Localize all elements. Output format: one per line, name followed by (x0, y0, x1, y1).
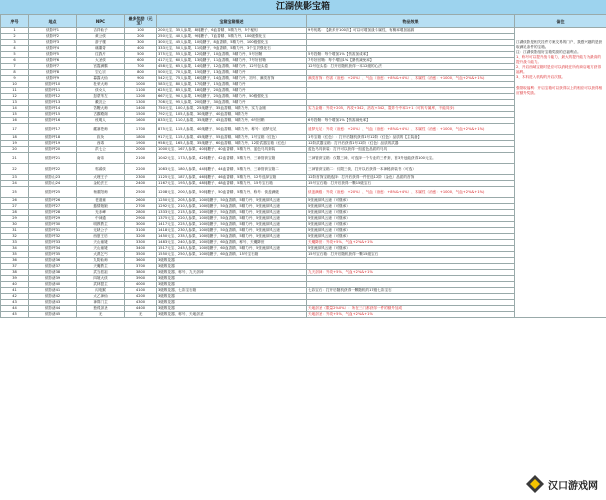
row-npc: 侠女人 (77, 88, 125, 94)
row-description: 1517元宝、245人参果、100纯糖子、60血香精、5精力丹、5张流绿风云遮 (157, 246, 307, 252)
row-num: 15 (1, 112, 29, 118)
row-max-reward: 3500 (125, 252, 157, 258)
row-effect: 5张流绿风云遮（可继承） (307, 222, 515, 228)
row-num: 28 (1, 210, 29, 216)
row-description: 750元宝、100人参果、25纯糖子、35血香精、5精力丹、实力金刚 (157, 106, 307, 112)
row-effect: 5张流绿风云遮（可继承） (307, 246, 515, 252)
notes-text-1: 江湖侠影是相关挂件方案交易的门户，我感兴趣的是获取满足条件的宝箱。 (516, 40, 603, 49)
row-npc: 大漠乞丐 (77, 252, 125, 258)
row-effect: 12阶武器宝箱：打开后获得1号12阶（红色）品质的武器 (307, 141, 515, 147)
row-num: 8 (1, 70, 29, 76)
row-npc: 戴沉公 (77, 100, 125, 106)
row-max-reward: 1500 (125, 112, 157, 118)
row-num: 33 (1, 240, 29, 246)
row-description: 3级吸花器 (157, 282, 307, 288)
row-num: 11 (1, 88, 29, 94)
row-max-reward: 3400 (125, 246, 157, 252)
row-description: 1417元宝、225人参果、100纯糖子、50血香精、5精力丹、5张流绿风云遮 (157, 222, 307, 228)
row-npc: 四境大侠 (77, 276, 125, 282)
row-num: 41 (1, 288, 29, 294)
row-num: 39 (1, 276, 29, 282)
row-max-reward: 900 (125, 76, 157, 82)
row-num: 6 (1, 58, 29, 64)
row-max-reward: 2700 (125, 204, 157, 210)
row-description: 1000元宝、167人参果、40纯糖子、40血香精、5精力丹、蓝色马具套装 (157, 147, 307, 153)
row-description: 917元宝、115人参果、45纯糖子、55血香精、5精力丹、1号宝箱（红色） (157, 135, 307, 141)
row-location: 侠影坪19 (29, 141, 77, 147)
row-max-reward: 3700 (125, 264, 157, 270)
row-npc: 寂奂 (77, 135, 125, 141)
row-npc: 神算门主 (77, 300, 125, 306)
row-location: 侠影坪13 (29, 100, 77, 106)
row-npc: 南帝 (77, 153, 125, 164)
row-max-reward: 500 (125, 52, 157, 58)
row-effect: 侠盖满级：外攻（治愈：+20%）、气血（治愈：+8%&+4%）、木属性（治愈：+1000、气血+2%&+1%) (307, 187, 515, 198)
row-max-reward: 无 (125, 312, 157, 318)
row-effect: 9号钥匙：【最多开100次】可以可增加战斗属性，有概率增加福源 (307, 28, 515, 34)
row-location: 侠影坪25 (29, 187, 77, 198)
row-location: 侠影诸45 (29, 312, 77, 318)
row-location: 侠影坪11 (29, 88, 77, 94)
notes-red-2: 2、开启西域宝箱时是应可以消耗在所有商店地方获得福利。 (516, 65, 601, 74)
row-num: 40 (1, 282, 29, 288)
row-description: 200元宝、35人参果、8纯糖子、6血香精、5精力丹、5个秘钥 (157, 28, 307, 34)
row-max-reward: 200 (125, 34, 157, 40)
row-location: 侠影坪20 (29, 147, 77, 153)
row-effect: 5张流绿风云遮（可继承） (307, 210, 515, 216)
row-max-reward: 3200 (125, 234, 157, 240)
row-description: 708元宝、95人参果、20纯糖子、30血香精、5精力丹 (157, 100, 307, 106)
row-max-reward: 2900 (125, 216, 157, 222)
row-num: 3 (1, 40, 29, 46)
row-description: 875元宝、115人参果、40纯糖子、50血香精、5精力丹、称号：逍梦无足 (157, 124, 307, 135)
row-max-reward: 2300 (125, 175, 157, 181)
row-npc: 洪七公 (77, 147, 125, 153)
row-location: 侠影坪7 (29, 64, 77, 70)
row-npc: 往我片 (77, 52, 125, 58)
row-effect: 5号投鞘：每个增加1%【伤害加成率】 (307, 52, 515, 58)
row-num: 13 (1, 100, 29, 106)
row-location: 侠影坪9 (29, 76, 77, 82)
header-effect: 物品效果 (307, 15, 515, 28)
row-max-reward: 1700 (125, 124, 157, 135)
row-description: 1250元宝、205人参果、100纯糖子、50血香精、5精力丹、5张流绿风云遮 (157, 198, 307, 204)
row-location: 侠影坪29 (29, 216, 77, 222)
row-effect: 实力金刚：外攻+205，内攻+342，洛攻+342，震炸令中率1+1（可转专属库，不能同步) (307, 106, 515, 112)
row-effect: 蓝色马具套装：打开可以获得一组蓝色品质的马具 (307, 147, 515, 153)
row-location: 侠影坪31 (29, 228, 77, 234)
row-description: 3级吸花器、称号、九天剑神 (157, 270, 307, 276)
row-npc: 武当派祖 (77, 270, 125, 276)
row-npc: 苦鞭大师 (77, 106, 125, 112)
row-description: 542元宝、75人参果、16纯糖子、14血香精、5精力丹、初号、满类首饰 (157, 76, 307, 82)
row-location: 侠影诸37 (29, 264, 77, 270)
row-max-reward: 4100 (125, 288, 157, 294)
row-effect: 三神管套宝箱二：仅限三侠，打开以后获得一本神秘套装书（可选） (307, 164, 515, 175)
row-effect: 5张流绿风云遮（可继承） (307, 228, 515, 234)
row-location: 侠影坪32 (29, 234, 77, 240)
row-npc: 天山童姥 (77, 246, 125, 252)
row-effect: 15号宝石箱：打开后获得一颗15级宝石 (307, 181, 515, 187)
row-description: 3级吸花器 (157, 276, 307, 282)
row-npc: 枕明人 (77, 118, 125, 124)
row-location: 侠影坪26 (29, 198, 77, 204)
row-max-reward: 3100 (125, 228, 157, 234)
row-location: 侠影坪21 (29, 153, 77, 164)
header-num: 序号 (1, 15, 29, 28)
row-effect: 三神管套宝箱：仅限三神，可选择一个专业的三件套，首3升冠能获得100元宝。 (307, 153, 515, 164)
row-description: 3级吸花器 (157, 264, 307, 270)
row-num: 31 (1, 228, 29, 234)
page-title: 江湖侠影宝箱 (0, 0, 606, 15)
row-location: 侠影坪33 (29, 240, 77, 246)
row-npc: 杨重阳师 (77, 187, 125, 198)
row-description: 3级吸花器 (157, 300, 307, 306)
row-max-reward: 4300 (125, 300, 157, 306)
row-effect: 九天剑神：外攻+5%、气血+2%&+1% (307, 270, 515, 276)
row-description: 500元宝、70人参果、15纯糖子、13血香精、5精力丹 (157, 70, 307, 76)
diamond-logo-icon (525, 474, 545, 494)
row-description: 375元宝、55人参果、12纯糖子、10血香精、5精力丹、5号回鞘 (157, 52, 307, 58)
row-max-reward: 2400 (125, 181, 157, 187)
row-npc: 大圣侠 (77, 58, 125, 64)
row-num: 5 (1, 52, 29, 58)
row-description: 1550元宝、250人参果、100纯糖子、60血香精、15号宝石箱 (157, 252, 307, 258)
row-description: 583元宝、80人参果、17纯糖子、15血香精、5精力丹 (157, 82, 307, 88)
row-location: 侠影坪18 (29, 135, 77, 141)
row-num: 37 (1, 264, 29, 270)
header-description: 宝箱宝箱描述 (157, 15, 307, 28)
row-npc: 金轮法王 (77, 181, 125, 187)
row-max-reward: 3900 (125, 276, 157, 282)
watermark (521, 472, 602, 496)
row-description: 3级吸花器 (157, 258, 307, 264)
row-effect: 15号宝石箱：打开后随机获得一颗15级宝石 (307, 252, 515, 258)
row-npc: 天山童姥 (77, 240, 125, 246)
row-location: 侠影坪17 (29, 124, 77, 135)
row-npc: 游子楼 (77, 40, 125, 46)
row-npc: 明教教主 (77, 222, 125, 228)
row-effect: 5张流绿风云遮（可继承） (307, 234, 515, 240)
row-location: 侠影坪12 (29, 94, 77, 100)
row-num: 14 (1, 106, 29, 112)
row-num: 26 (1, 198, 29, 204)
row-max-reward: 1900 (125, 141, 157, 147)
row-max-reward: 4400 (125, 306, 157, 312)
row-max-reward: 700 (125, 64, 157, 70)
row-num: 38 (1, 270, 29, 276)
header-notes: 备注 (515, 15, 606, 28)
row-description: 3级吸花器 (157, 306, 307, 312)
row-num: 1 (1, 28, 29, 34)
row-max-reward: 1600 (125, 118, 157, 124)
row-description: 250元宝、40人参果、9纯糖子、7血香精、5精力丹、100级强化玉 (157, 34, 307, 40)
row-num: 9 (1, 76, 29, 82)
row-num: 2 (1, 34, 29, 40)
row-location: 侠影坪34 (29, 246, 77, 252)
row-location: 侠影山23 (29, 175, 77, 181)
row-num: 21 (1, 153, 29, 164)
row-location: 侠影坪30 (29, 222, 77, 228)
row-npc: 西夏王后 (77, 234, 125, 240)
row-effect: 满类首饰：伤害（治愈：+20%）、气血（治愈：+8%&+4%）、木属性（治愈：+1000、气血+2%&+1%) (307, 76, 515, 82)
row-npc: 吉祥仙子 (77, 28, 125, 34)
row-npc: 老道童 (77, 198, 125, 204)
row-location: 侠影坪5 (29, 52, 77, 58)
row-effect: 逍梦无足：外攻（治愈：+20%）、气血（治愈：+8%&+4%）、木属性（治愈：+1000、气血+2%&+1%) (307, 124, 515, 135)
row-description: 417元宝、60人参果、13纯糖子、11血香精、5精力丹、7号好回鞘 (157, 58, 307, 64)
row-num: 27 (1, 204, 29, 210)
row-location: 侠影诸44 (29, 306, 77, 312)
row-description: 3级吸花器、七彩宝石箱 (157, 288, 307, 294)
row-npc: 慈情娘娘 (77, 204, 125, 210)
row-num: 23 (1, 175, 29, 181)
row-npc: 怒蒙苇左 (77, 94, 125, 100)
row-num: 36 (1, 258, 29, 264)
row-description: 3级吸花器 (157, 294, 307, 300)
row-location: 侠影坪14 (29, 106, 77, 112)
row-max-reward: 2200 (125, 164, 157, 175)
row-max-reward: 1400 (125, 106, 157, 112)
row-location: 侠影诸41 (29, 288, 77, 294)
row-description: 1333元宝、215人参果、100纯糖子、50血香精、5精力丹、5张流绿风云遮 (157, 210, 307, 216)
row-description: 833元宝、110人参果、35纯糖子、45血香精、5精力丹、6号回鞘 (157, 118, 307, 124)
row-num: 22 (1, 164, 29, 175)
row-num: 18 (1, 135, 29, 141)
row-location: 侠影坪15 (29, 112, 77, 118)
row-description: 1450元宝、235人参果、100纯糖子、50血香精、5精力丹、5张流绿风云遮 (157, 234, 307, 240)
notes-panel (516, 40, 604, 96)
row-npc: 暮露大仙 (77, 76, 125, 82)
row-num: 43 (1, 300, 29, 306)
row-num: 34 (1, 246, 29, 252)
row-npc: 大理王子 (77, 175, 125, 181)
row-effect: 1号宝箱（红色）：打开后随机获得1号12阶（红色）品质的【主装备】 (307, 135, 515, 141)
row-location: 侠影坪4 (29, 46, 77, 52)
notes-red-1: 1、称号可以提升战斗能力，最大的提升能力为最高的提升战斗能力。 (516, 55, 601, 64)
row-npc: 光赤峰 (77, 210, 125, 216)
row-effect: 天魔降世：外攻+5%、气血+2%&+1% (307, 240, 515, 246)
row-description: 1083元宝、180人参果、44纯糖子、44血香精、5精力丹、三神管套宝箱二 (157, 164, 307, 175)
row-max-reward: 600 (125, 58, 157, 64)
row-num: 20 (1, 147, 29, 153)
row-max-reward: 1100 (125, 88, 157, 94)
row-num: 7 (1, 64, 29, 70)
row-npc: 无缺公子 (77, 228, 125, 234)
row-location: 侠影坪28 (29, 210, 77, 216)
row-num: 16 (1, 118, 29, 124)
row-num: 24 (1, 181, 29, 187)
row-max-reward: 3300 (125, 240, 157, 246)
row-max-reward: 800 (125, 70, 157, 76)
row-effect: 天地剑圣：外攻+5%、气血+2%&+1% (307, 312, 515, 318)
row-num: 10 (1, 82, 29, 88)
row-num: 45 (1, 312, 29, 318)
row-num: 44 (1, 306, 29, 312)
row-num: 25 (1, 187, 29, 198)
row-location: 侠影坪6 (29, 58, 77, 64)
row-max-reward: 2100 (125, 153, 157, 164)
row-description: 1042元宝、173人参果、42纯糖子、42血香精、5精力丹、三神管套宝箱 (157, 153, 307, 164)
notes-text-3: 强领取福利：开启宝箱可以获得以上的相应可以获得相应额外奖励。 (516, 86, 603, 95)
row-max-reward: 2800 (125, 210, 157, 216)
row-description: 792元宝、105人参果、30纯糖子、40血香精、5精力丹 (157, 112, 307, 118)
row-description: 1418元宝、230人参果、100纯糖子、50血香精、5精力丹、5张流绿风云遮 (157, 228, 307, 234)
row-max-reward: 4200 (125, 294, 157, 300)
row-npc: 空心宗 (77, 70, 125, 76)
notes-red-3: 3、木料进入机构的开启次数。 (516, 75, 566, 79)
row-num: 30 (1, 222, 29, 228)
row-num: 17 (1, 124, 29, 135)
row-npc: 杜荣大师 (77, 82, 125, 88)
row-location: 侠影坪16 (29, 118, 77, 124)
row-npc: 郭睿侠 (77, 164, 125, 175)
row-description: 1483元宝、240人参果、100纯糖子、60血香精、称号、天魔降世 (157, 240, 307, 246)
row-description: 1375元宝、220人参果、100纯糖子、50血香精、5精力丹、5张流绿风云遮 (157, 216, 307, 222)
row-effect: 12号包头卷：打开后随机获得一本12级的心法 (307, 64, 515, 70)
row-max-reward: 3000 (125, 222, 157, 228)
row-description: 667元宝、90人参果、19纯糖子、25血香精、5精力丹、50级强化玉 (157, 94, 307, 100)
row-max-reward: 4000 (125, 282, 157, 288)
row-num: 19 (1, 141, 29, 147)
row-npc: 痛董奇 (77, 46, 125, 52)
row-location: 侠影诸39 (29, 276, 77, 282)
row-description: 300元宝、45人参果、10纯糖子、8血香精、5精力丹、100级强化玉 (157, 40, 307, 46)
row-location: 侠影诸38 (29, 270, 77, 276)
row-npc: 闪电猴 (77, 288, 125, 294)
row-npc: 中神通 (77, 216, 125, 222)
table-header-row (1, 15, 606, 28)
row-description: 3级吸花器、称号、天地剑圣 (157, 312, 307, 318)
row-npc: 无 (77, 312, 125, 318)
row-npc: 太乙神仙 (77, 294, 125, 300)
row-location: 侠影坪35 (29, 252, 77, 258)
row-max-reward: 1200 (125, 94, 157, 100)
header-location: 地点 (29, 15, 77, 28)
row-location: 侠影坪1 (29, 28, 77, 34)
row-description: 1208元宝、200人参果、50纯糖子、50血香精、5精力丹、称号：侠盖满级 (157, 187, 307, 198)
row-effect: 5张流绿风云遮（可继承） (307, 216, 515, 222)
row-description: 458元宝、65人参果、14纯糖子、12血香精、5精力丹、12号包头卷 (157, 64, 307, 70)
row-num: 4 (1, 46, 29, 52)
row-effect: 天地剑圣（限量2%0%）：所在三门都获得一件的额外加成 (307, 306, 515, 312)
row-effect: 6号投鞘：每个增加1%【伤害减免率】 (307, 118, 515, 124)
row-description: 1292元宝、210人参果、100纯糖子、50血香精、5精力丹、5张流绿风云遮 (157, 204, 307, 210)
header-max-reward: 最多奖励（元宝） (125, 15, 157, 28)
row-effect: 5张流绿风云遮（可继承） (307, 198, 515, 204)
row-location: 侠影坪27 (29, 204, 77, 210)
row-location: 侠影诸40 (29, 282, 77, 288)
row-effect: 7号好回鞘：每个增加1%【暴伤减免率】 (307, 58, 515, 64)
row-location: 侠影诸43 (29, 300, 77, 306)
row-npc: 藏塞苍师 (77, 124, 125, 135)
row-location: 侠影坪3 (29, 40, 77, 46)
row-npc: 天魔教主 (77, 264, 125, 270)
row-location: 侠影山24 (29, 181, 77, 187)
row-description: 1125元宝、187人参果、46纯糖子、46血香精、5精力丹、12号选择宝箱 (157, 175, 307, 181)
row-npc: 古霸殿阁 (77, 112, 125, 118)
row-max-reward: 3800 (125, 270, 157, 276)
watermark-text: 汉口游戏网 (548, 480, 598, 492)
row-num: 42 (1, 294, 29, 300)
row-location: 侠影坪22 (29, 164, 77, 175)
row-max-reward: 1000 (125, 82, 157, 88)
row-max-reward: 100 (125, 28, 157, 34)
row-npc: 宫霞满霸 (77, 64, 125, 70)
row-npc: 西毒 (77, 141, 125, 147)
row-num: 12 (1, 94, 29, 100)
row-effect: 七彩宝石：打开后随机获得一颗随机的17级七彩宝石 (307, 288, 515, 294)
row-location: 侠影诸36 (29, 258, 77, 264)
row-description: 958元宝、165人参果、35纯糖子、60血香精、5精力丹、12阶武器宝箱（红色） (157, 141, 307, 147)
row-max-reward: 2600 (125, 198, 157, 204)
row-location: 侠影坪8 (29, 70, 77, 76)
row-max-reward: 2500 (125, 187, 157, 198)
row-max-reward: 2000 (125, 147, 157, 153)
row-max-reward: 400 (125, 46, 157, 52)
row-effect: 12阶首饰宝箱选择：打开后获得一件任选12阶（金色）品质的首饰 (307, 175, 515, 181)
row-max-reward: 300 (125, 40, 157, 46)
row-max-reward: 3600 (125, 258, 157, 264)
row-location: 侠影坪2 (29, 34, 77, 40)
row-location: 侠影坪10 (29, 82, 77, 88)
row-max-reward: 1300 (125, 100, 157, 106)
row-description: 1167元宝、193人参果、48纯糖子、48血香精、5精力丹、15号宝石箱 (157, 181, 307, 187)
row-max-reward: 1800 (125, 135, 157, 141)
row-npc: 独孤剑圣 (77, 306, 125, 312)
header-npc: NPC (77, 15, 125, 28)
row-effect: 5张流绿风云遮（可继承） (307, 204, 515, 210)
row-location: 侠影诸42 (29, 294, 77, 300)
row-num: 32 (1, 234, 29, 240)
row-npc: 黄公侠 (77, 34, 125, 40)
row-description: 333元宝、50人参果、11纯糖子、9血香精、5精力丹、3个宝贝强化石 (157, 46, 307, 52)
row-npc: 九阴仙师 (77, 258, 125, 264)
row-description: 625元宝、85人参果、18纯糖子、20血香精、5精力丹 (157, 88, 307, 94)
row-num: 29 (1, 216, 29, 222)
notes-text-2: 注：江湖侠影组好宝箱奖励的总福利点。 (516, 50, 581, 54)
row-npc: 武林盟主 (77, 282, 125, 288)
row-num: 35 (1, 252, 29, 258)
